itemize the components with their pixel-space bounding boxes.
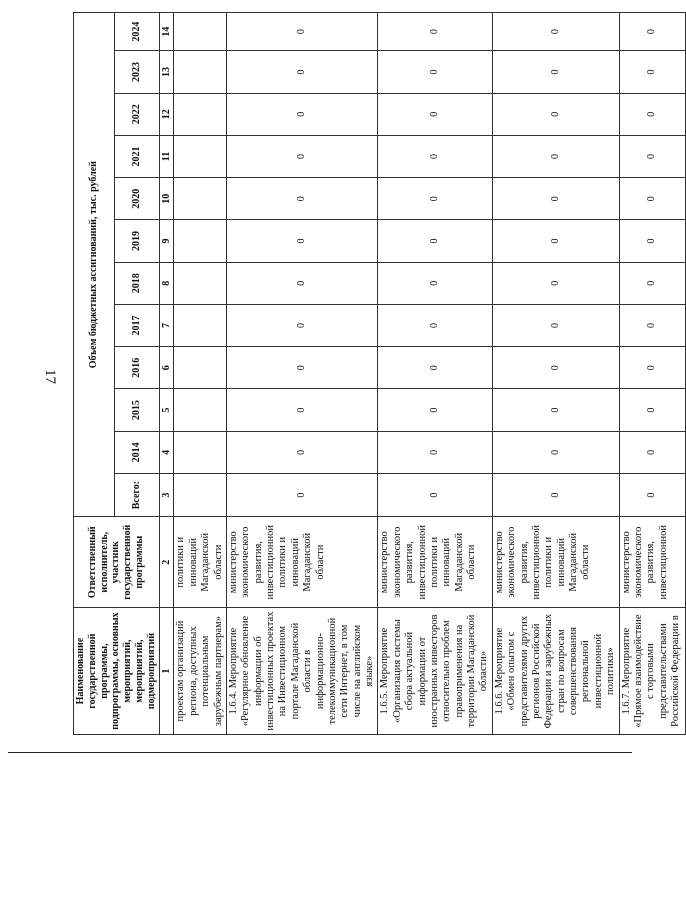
row-value bbox=[174, 178, 227, 220]
column-number: 3 bbox=[159, 473, 174, 516]
document-table-container bbox=[73, 12, 681, 735]
row-name: 1.6.5. Мероприятие «Организация системы сбора актуальной информации от иностранных инвесторов относительно проблем правоприменения на территории Магаданской области» bbox=[378, 608, 492, 735]
row-value: 0 bbox=[378, 93, 492, 135]
row-value: 0 bbox=[492, 220, 619, 262]
row-value bbox=[174, 304, 227, 346]
header-year: 2024 bbox=[114, 13, 159, 51]
row-value: 0 bbox=[492, 473, 619, 516]
row-value: 0 bbox=[492, 178, 619, 220]
column-number: 8 bbox=[159, 262, 174, 304]
row-name: 1.6.6. Мероприятие «Обмен опытом с представителями других регионов Российской Федерации и зарубежных стран по вопросам совершенствования региональной инвестиционной политики» bbox=[492, 608, 619, 735]
column-number: 12 bbox=[159, 93, 174, 135]
column-number: 14 bbox=[159, 13, 174, 51]
row-value: 0 bbox=[378, 51, 492, 93]
row-value: 0 bbox=[619, 347, 685, 389]
row-value bbox=[174, 220, 227, 262]
row-value: 0 bbox=[378, 473, 492, 516]
row-value: 0 bbox=[619, 93, 685, 135]
header-year: 2014 bbox=[114, 431, 159, 473]
row-value bbox=[174, 473, 227, 516]
row-value: 0 bbox=[378, 178, 492, 220]
row-value: 0 bbox=[226, 262, 378, 304]
header-year: 2021 bbox=[114, 135, 159, 177]
row-responsible: министерство экономического развития, инвестиционной политики и инноваций Магаданской области bbox=[378, 517, 492, 608]
header-name: Наименование государственной программы, подпрограммы, основных мероприятий, мероприятий, подмероприятий bbox=[74, 608, 160, 735]
row-value: 0 bbox=[378, 389, 492, 431]
table-row bbox=[619, 13, 685, 735]
row-value: 0 bbox=[619, 135, 685, 177]
row-value: 0 bbox=[619, 473, 685, 516]
row-value: 0 bbox=[619, 262, 685, 304]
row-responsible: политики и инноваций Магаданской области bbox=[174, 517, 227, 608]
row-value: 0 bbox=[378, 347, 492, 389]
row-value: 0 bbox=[492, 51, 619, 93]
row-value: 0 bbox=[226, 93, 378, 135]
row-value: 0 bbox=[226, 347, 378, 389]
row-value: 0 bbox=[492, 135, 619, 177]
row-value: 0 bbox=[492, 262, 619, 304]
row-value bbox=[174, 389, 227, 431]
row-value: 0 bbox=[226, 304, 378, 346]
row-value: 0 bbox=[226, 13, 378, 51]
row-value bbox=[174, 51, 227, 93]
header-year: 2018 bbox=[114, 262, 159, 304]
table-row bbox=[378, 13, 492, 735]
row-value: 0 bbox=[226, 431, 378, 473]
column-number: 7 bbox=[159, 304, 174, 346]
row-value: 0 bbox=[619, 51, 685, 93]
header-total: Всего: bbox=[114, 473, 159, 516]
header-year: 2019 bbox=[114, 220, 159, 262]
row-value: 0 bbox=[492, 431, 619, 473]
page-number: 17 bbox=[42, 369, 58, 384]
header-year: 2020 bbox=[114, 178, 159, 220]
row-name: 1.6.7. Мероприятие «Прямое взаимодействие с торговыми представительствами Российской Федерации в bbox=[619, 608, 685, 735]
header-responsible: Ответственный исполнитель, участник государственной программы bbox=[74, 517, 160, 608]
row-value: 0 bbox=[226, 51, 378, 93]
column-number: 13 bbox=[159, 51, 174, 93]
row-name: 1.6.4. Мероприятие «Регулярное обновление информации об инвестиционных проектах на Инвестиционном портале Магаданской области в информационно-телекоммуникационной сети Интернет, в том числе на английском языке» bbox=[226, 608, 378, 735]
row-value: 0 bbox=[378, 135, 492, 177]
row-value: 0 bbox=[619, 13, 685, 51]
row-value bbox=[174, 135, 227, 177]
row-value: 0 bbox=[619, 220, 685, 262]
row-value bbox=[174, 13, 227, 51]
header-year: 2023 bbox=[114, 51, 159, 93]
column-number: 4 bbox=[159, 431, 174, 473]
row-value: 0 bbox=[619, 389, 685, 431]
header-year: 2015 bbox=[114, 389, 159, 431]
column-number: 5 bbox=[159, 389, 174, 431]
row-value: 0 bbox=[378, 262, 492, 304]
row-value: 0 bbox=[378, 220, 492, 262]
column-number: 2 bbox=[159, 517, 174, 608]
row-value: 0 bbox=[226, 135, 378, 177]
row-responsible: министерство экономического развития, инвестиционной политики и инноваций Магаданской области bbox=[492, 517, 619, 608]
row-value: 0 bbox=[619, 304, 685, 346]
column-number: 1 bbox=[159, 608, 174, 735]
table-row bbox=[492, 13, 619, 735]
header-budget: Объем бюджетных ассигнований, тыс. рублей bbox=[74, 13, 115, 517]
row-value: 0 bbox=[492, 389, 619, 431]
row-value bbox=[174, 347, 227, 389]
header-year: 2022 bbox=[114, 93, 159, 135]
row-value: 0 bbox=[378, 431, 492, 473]
table-row bbox=[174, 13, 227, 735]
row-value: 0 bbox=[492, 304, 619, 346]
row-value: 0 bbox=[492, 347, 619, 389]
header-year: 2016 bbox=[114, 347, 159, 389]
row-value: 0 bbox=[619, 431, 685, 473]
row-value bbox=[174, 262, 227, 304]
budget-table bbox=[73, 12, 686, 735]
row-value: 0 bbox=[378, 304, 492, 346]
row-value: 0 bbox=[226, 473, 378, 516]
row-value: 0 bbox=[378, 13, 492, 51]
column-number: 6 bbox=[159, 347, 174, 389]
row-value: 0 bbox=[226, 389, 378, 431]
row-value: 0 bbox=[619, 178, 685, 220]
row-name: проектам организаций региона, доступных потенциальным зарубежным партнерам» bbox=[174, 608, 227, 735]
row-value: 0 bbox=[492, 93, 619, 135]
row-value: 0 bbox=[226, 178, 378, 220]
header-year: 2017 bbox=[114, 304, 159, 346]
column-number: 11 bbox=[159, 135, 174, 177]
row-responsible: министерство экономического развития, инвестиционной bbox=[619, 517, 685, 608]
row-responsible: министерство экономического развития, инвестиционной политики и инноваций Магаданской области bbox=[226, 517, 378, 608]
row-value bbox=[174, 93, 227, 135]
column-number: 9 bbox=[159, 220, 174, 262]
row-value: 0 bbox=[226, 220, 378, 262]
row-value: 0 bbox=[492, 13, 619, 51]
page-divider bbox=[8, 752, 632, 753]
table-row bbox=[226, 13, 378, 735]
column-number: 10 bbox=[159, 178, 174, 220]
row-value bbox=[174, 431, 227, 473]
